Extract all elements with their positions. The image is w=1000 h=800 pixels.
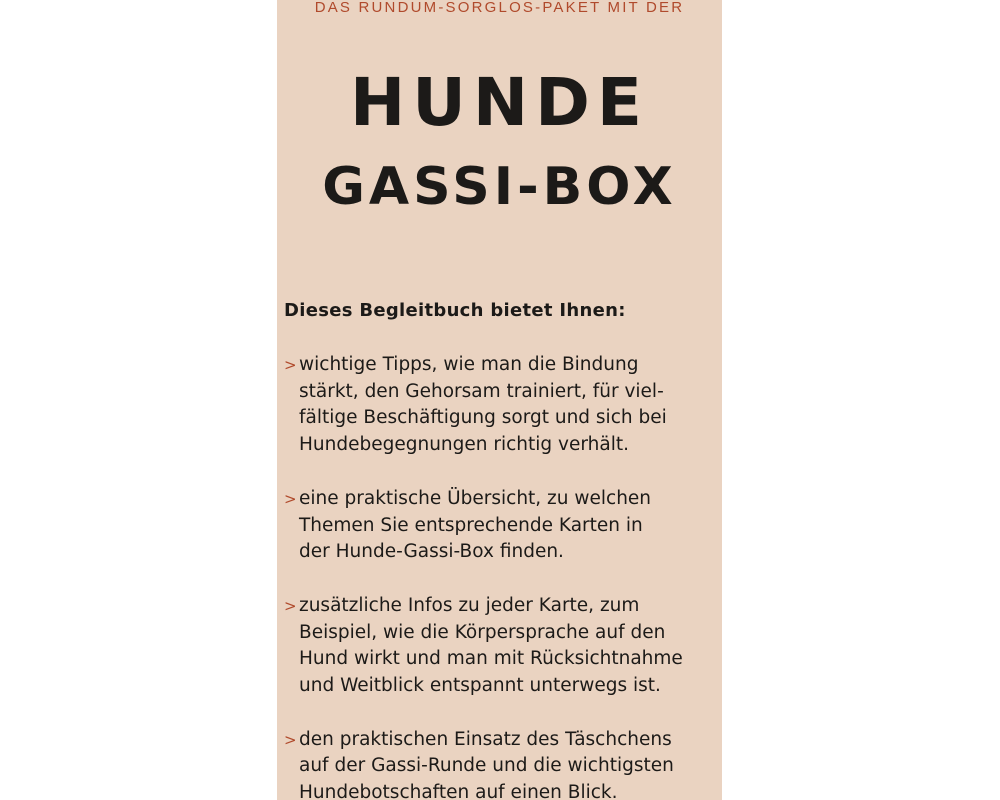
bullet-line: Hundebotschaften auf einen Blick.: [299, 782, 618, 800]
chevron-right-icon: >: [284, 596, 297, 615]
bullet-line: fältige Beschäftigung sorgt und sich bei: [299, 407, 667, 429]
bullet-item: [284, 593, 716, 700]
bullet-text: [299, 593, 716, 700]
bullet-item: [284, 727, 716, 800]
bullet-line: Beispiel, wie die Körpersprache auf den: [299, 621, 666, 643]
bullet-text: [299, 486, 716, 566]
bullet-line: stärkt, den Gehorsam trainiert, für viel-: [299, 380, 664, 402]
bullet-line: und Weitblick entspannt unterwegs ist.: [299, 675, 661, 697]
product-panel: [277, 0, 722, 800]
bullet-text: [299, 727, 716, 800]
kicker-text: DAS RUNDUM-SORGLOS-PAKET MIT DER: [314, 0, 685, 16]
chevron-right-icon: >: [284, 489, 297, 508]
bullet-line: eine praktische Übersicht, zu welchen: [299, 487, 652, 509]
bullet-line: zusätzliche Infos zu jeder Karte, zum: [299, 594, 640, 616]
intro-text: Dieses Begleitbuch bietet Ihnen:: [284, 300, 626, 321]
bullet-item: [284, 486, 716, 566]
bullet-line: der Hunde-Gassi-Box finden.: [299, 541, 564, 563]
bullet-line: Themen Sie entsprechende Karten in: [299, 514, 643, 536]
bullet-item: [284, 352, 716, 459]
bullet-line: Hund wirkt und man mit Rücksichtnahme: [299, 648, 683, 670]
chevron-right-icon: >: [284, 730, 297, 749]
bullet-list: [284, 352, 716, 800]
bullet-text: [299, 352, 716, 459]
title-line-2: GASSI-BOX: [322, 157, 677, 217]
chevron-right-icon: >: [284, 356, 297, 374]
bullet-line: Hundebegegnungen richtig verhält.: [299, 434, 629, 456]
bullet-line: auf der Gassi-Runde und die wichtigsten: [299, 755, 674, 777]
bullet-line: den praktischen Einsatz des Täschchens: [299, 728, 672, 750]
bullet-line: wichtige Tipps, wie man die Bindung: [299, 354, 639, 375]
title-line-1: HUNDE: [350, 64, 649, 141]
